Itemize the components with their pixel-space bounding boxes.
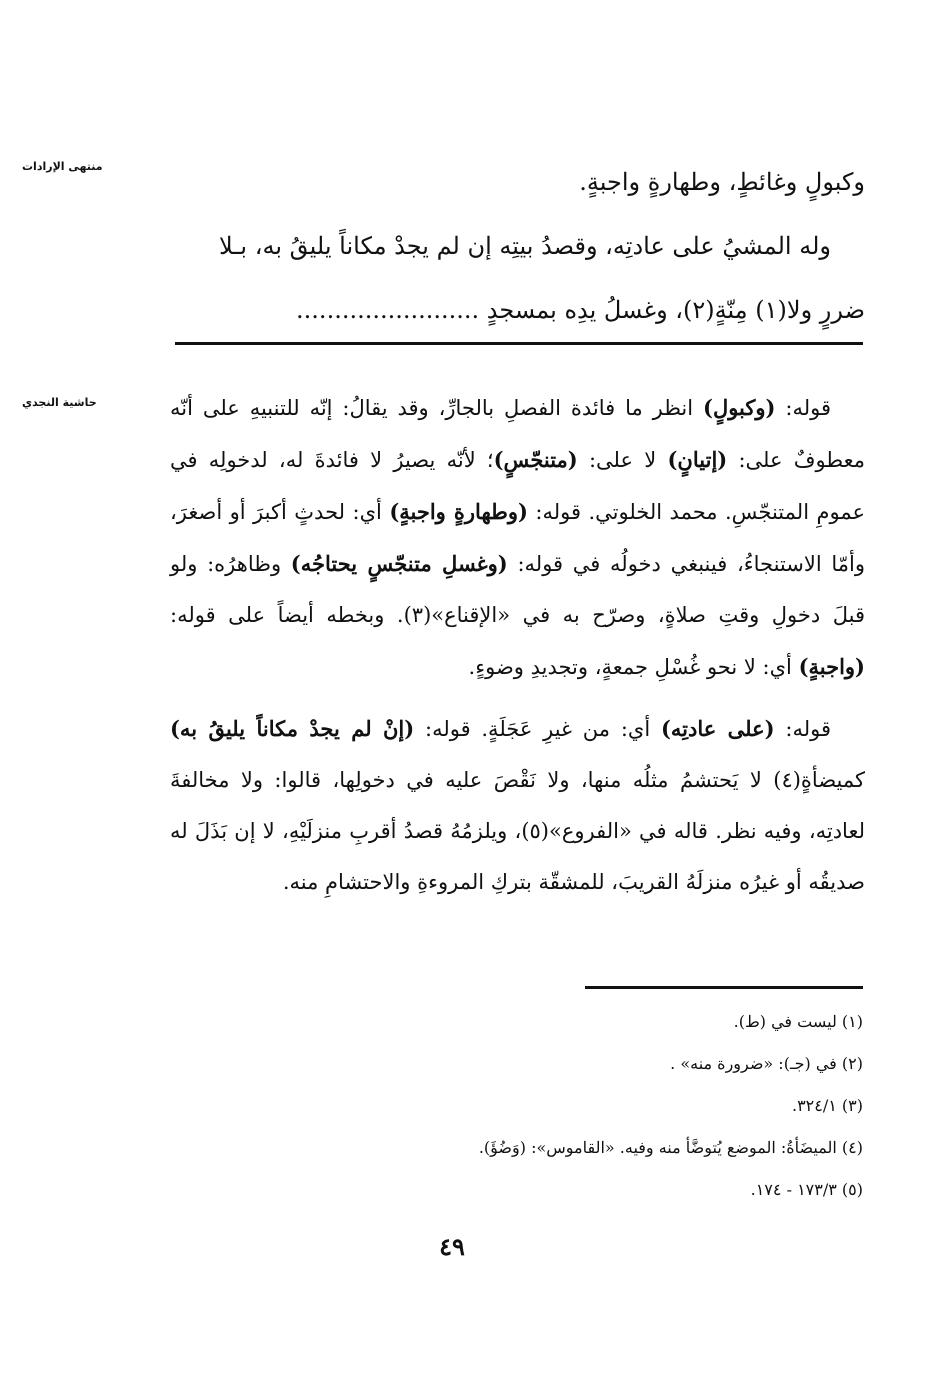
commentary-run: أي: من غيرِ عَجَلَةٍ. قوله: — [414, 717, 661, 741]
page-number: ٤٩ — [439, 1232, 465, 1261]
footnote: (١) ليست في (ط). — [733, 1012, 863, 1031]
footnote: (٤) الميضَأةُ: الموضع يُتوضَّأ منه وفيه. «القاموس»: (وَضُؤَ). — [478, 1138, 863, 1157]
quoted-matn: (وغسلِ متنجّسٍ يحتاجُه) — [290, 551, 508, 576]
commentary-paragraph — [170, 382, 865, 693]
commentary-text — [170, 382, 865, 908]
quoted-matn: (على عادتِه) — [660, 716, 775, 741]
quoted-matn: (متنجّسٍ) — [493, 447, 578, 472]
commentary-run: كميضأةٍ(٤) لا يَحتشمُ مثلُه منها، ولا نَقْصَ عليه في دخولِها، قالوا: ولا مخالفةَ لعادتِه، وفيه نظر. قاله في «الفروع»(٥)، ويلزمُهُ قصدُ أقربِ منزلَيْهِ، لا إن بَذَلَ له صديقُه أو غيرُه منزلَهُ القريبَ، للمشقّة بتركِ المروءةِ والاحتشامِ منه. — [170, 768, 865, 894]
commentary-run: قوله: — [774, 717, 831, 741]
matn-line: وكبولٍ وغائطٍ، وطهارةٍ واجبةٍ. — [579, 168, 865, 196]
footnote: (٥) ١٧٣/٣ - ١٧٤. — [750, 1180, 863, 1199]
commentary-run: ؛ لأنّه يصيرُ لا فائدةَ له، لدخولِه في عمومِ المتنجّسِ. محمد الخلوتي. قوله: — [170, 448, 866, 524]
commentary-run: قوله: — [775, 396, 831, 420]
matn-text — [175, 150, 865, 342]
commentary-run: لا على: — [577, 448, 668, 472]
matn-line: وله المشيُ على عادتِه، وقصدُ بيتِه إن لم يجدْ مكاناً يليقُ به، بـلا — [219, 232, 831, 260]
book-title-label: منتهى الإرادات — [22, 160, 103, 173]
quoted-matn: (واجبةٍ) — [798, 654, 865, 679]
matn-line: ضررٍ ولا(١) مِنّةٍ(٢)، وغسلُ يدِه بمسجدٍ ........................ — [296, 296, 865, 324]
footnote: (٣) ٣٢٤/١. — [791, 1096, 863, 1115]
footnote: (٢) في (جـ): «ضرورة منه» . — [670, 1054, 863, 1073]
commentary-title-label: حاشية النجدي — [22, 396, 97, 409]
quoted-matn: (وكبولٍ) — [703, 395, 776, 420]
quoted-matn: (إنْ لم يجدْ مكاناً يليقُ به) — [170, 716, 415, 741]
commentary-run: أي: لا نحو غُسْلِ جمعةٍ، وتجديدِ وضوءٍ. — [468, 655, 799, 679]
footnotes — [380, 1001, 863, 1211]
quoted-matn: (وطهارةٍ واجبةٍ) — [389, 499, 528, 524]
quoted-matn: (إتيانٍ) — [667, 447, 728, 472]
commentary-paragraph — [170, 703, 865, 908]
footnote-divider — [585, 986, 863, 989]
commentary-run: وظاهرُه: ولو قبلَ دخولِ وقتِ صلاةٍ، وصرّح به في «الإقناع»(٣). وبخطه أيضاً على قوله: — [170, 552, 865, 627]
matn-divider — [175, 342, 863, 345]
commentary-run: أي: لحدثٍ أكبرَ أو أصغرَ، وأمّا الاستنجاءُ، فينبغي دخولُه في قوله: — [170, 500, 865, 576]
commentary-run: انظر ما فائدة الفصلِ بالجارِّ، وقد يقالُ: إنّه للتنبيهِ على أنّه معطوفٌ على: — [170, 396, 865, 472]
